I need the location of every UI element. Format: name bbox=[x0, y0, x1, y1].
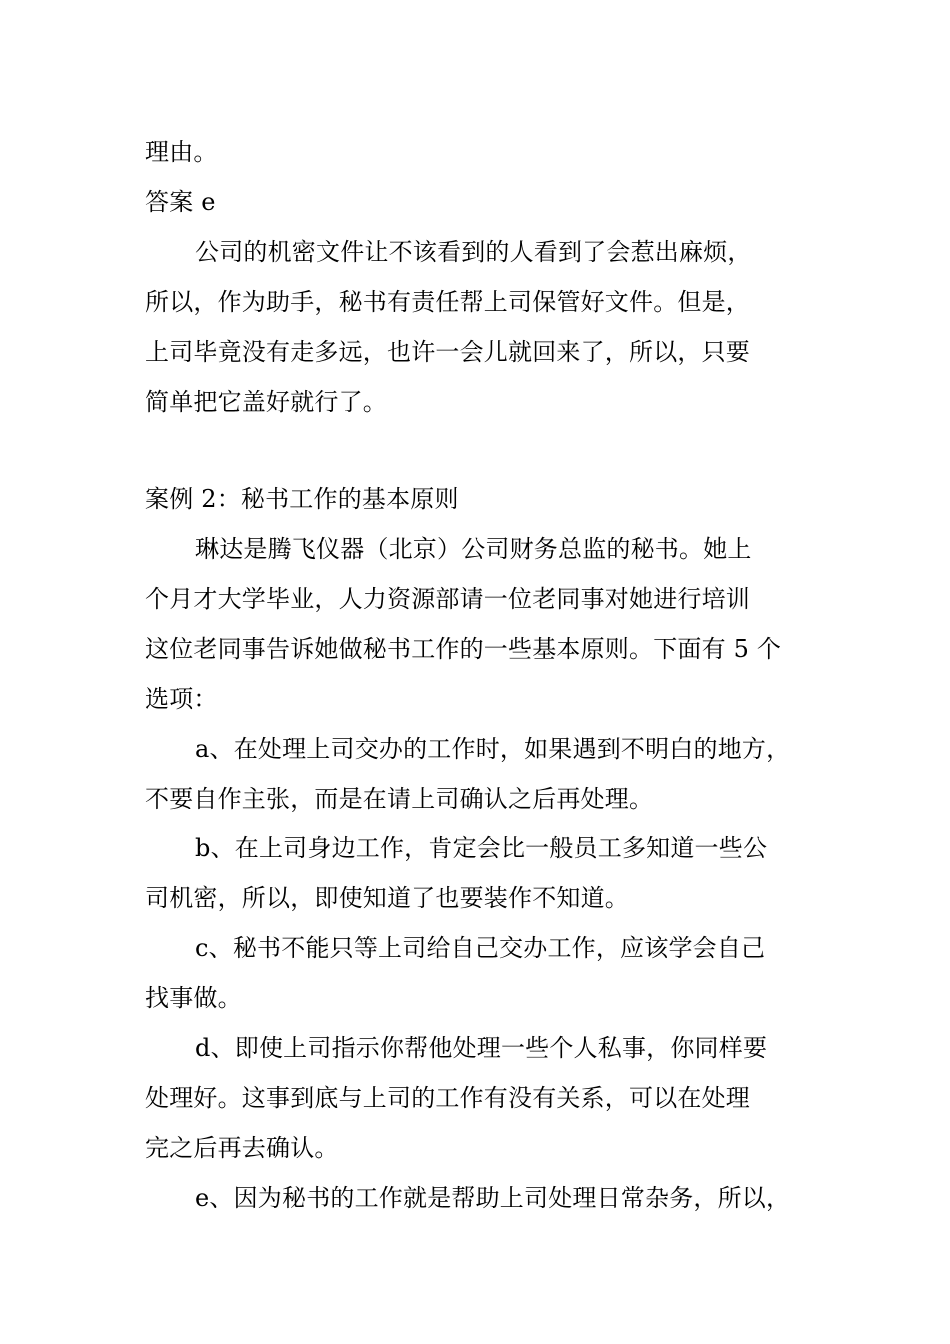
text-line: 上司毕竟没有走多远，也许一会儿就回来了，所以，只要 bbox=[145, 338, 750, 366]
text-line: 琳达是腾飞仪器（北京）公司财务总监的秘书。她上 bbox=[195, 535, 752, 563]
text-line: 理由。 bbox=[145, 138, 218, 166]
text-line: 处理好。这事到底与上司的工作有没有关系，可以在处理 bbox=[145, 1084, 750, 1112]
option-b: b、在上司身边工作，肯定会比一般员工多知道一些公 bbox=[195, 834, 768, 862]
text-line: 找事做。 bbox=[145, 984, 242, 1012]
case-heading: 案例 2：秘书工作的基本原则 bbox=[145, 485, 459, 513]
text-line: 公司的机密文件让不该看到的人看到了会惹出麻烦， bbox=[195, 238, 752, 266]
text-line: 个月才大学毕业，人力资源部请一位老同事对她进行培训 bbox=[145, 585, 750, 613]
text-line: 司机密，所以，即使知道了也要装作不知道。 bbox=[145, 884, 629, 912]
option-d: d、即使上司指示你帮他处理一些个人私事，你同样要 bbox=[195, 1034, 768, 1062]
option-a: a、在处理上司交办的工作时，如果遇到不明白的地方， bbox=[195, 735, 791, 763]
answer-heading: 答案 e bbox=[145, 188, 216, 216]
text-line: 选项： bbox=[145, 685, 218, 713]
text-line: 不要自作主张，而是在请上司确认之后再处理。 bbox=[145, 785, 654, 813]
text-line: 简单把它盖好就行了。 bbox=[145, 388, 387, 416]
option-e: e、因为秘书的工作就是帮助上司处理日常杂务，所以， bbox=[195, 1184, 791, 1212]
text-line: 完之后再去确认。 bbox=[145, 1134, 339, 1162]
text-line: 所以，作为助手，秘书有责任帮上司保管好文件。但是， bbox=[145, 288, 750, 316]
option-c: c、秘书不能只等上司给自己交办工作，应该学会自己 bbox=[195, 934, 766, 962]
text-line: 这位老同事告诉她做秘书工作的一些基本原则。下面有 5 个 bbox=[145, 635, 782, 663]
